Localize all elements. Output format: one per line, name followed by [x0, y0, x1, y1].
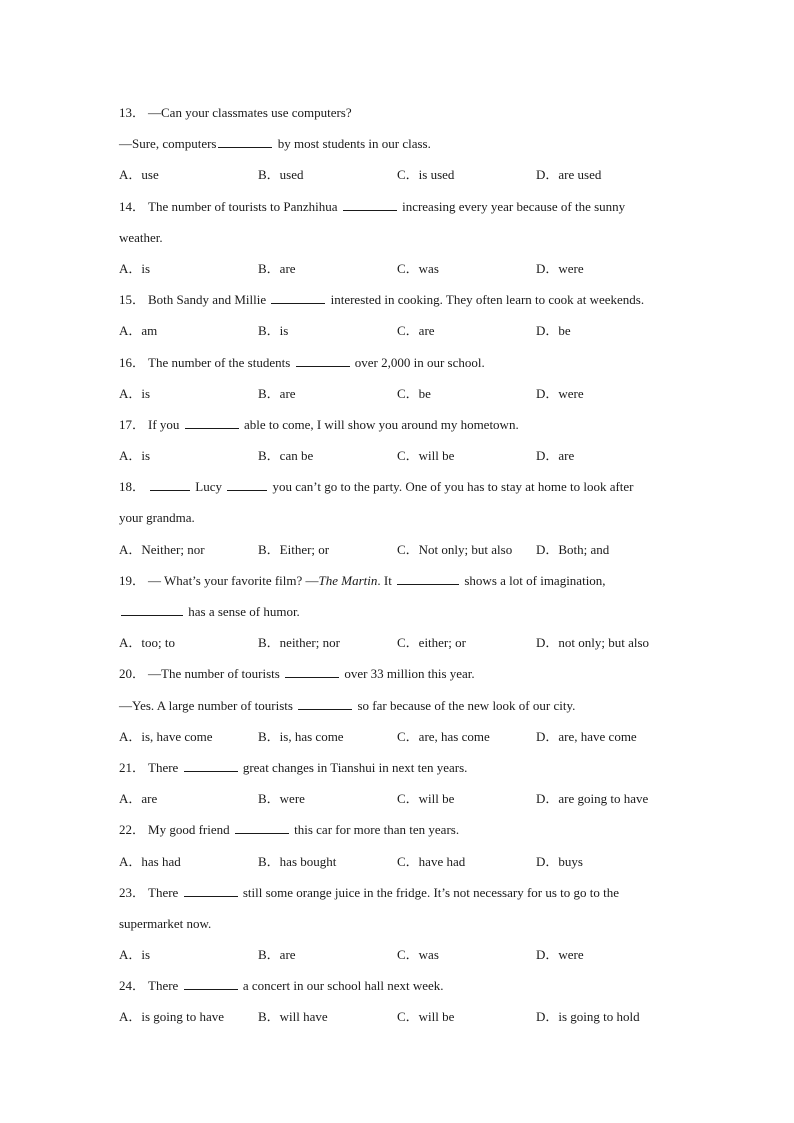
- answer-option-d: D．are used: [536, 167, 602, 183]
- answer-options: [119, 787, 699, 818]
- answer-blank: [285, 662, 339, 678]
- question-stem-line: [119, 881, 699, 912]
- answer-option-a: A．has had: [119, 853, 181, 869]
- stem-text: increasing every year because of the sunny: [398, 198, 626, 214]
- answer-option-b: B．were: [258, 791, 305, 807]
- question-number: 18．: [119, 479, 146, 495]
- stem-text: your grandma.: [119, 510, 195, 526]
- stem-text: you can’t go to the party. One of you has to stay at home to look after: [269, 479, 634, 495]
- stem-text: My good friend: [148, 822, 233, 838]
- answer-option-d: D．were: [536, 260, 584, 276]
- question-stem-line: [119, 974, 699, 1005]
- question-14: [119, 195, 699, 289]
- question-23: [119, 881, 699, 975]
- stem-text: There: [148, 884, 182, 900]
- answer-option-b: B．neither; nor: [258, 635, 340, 651]
- answer-blank: [185, 413, 239, 429]
- answer-blank: [150, 475, 190, 491]
- answer-option-b: B．will have: [258, 1009, 328, 1025]
- question-stem-line: [119, 351, 699, 382]
- answer-option-b: B．are: [258, 947, 296, 963]
- answer-option-c: C．will be: [397, 791, 455, 807]
- question-number: 23．: [119, 884, 146, 900]
- answer-option-c: C．are, has come: [397, 728, 490, 744]
- answer-option-a: A．is, have come: [119, 728, 213, 744]
- answer-option-c: C．is used: [397, 167, 455, 183]
- question-number: 15．: [119, 292, 146, 308]
- question-number: 14．: [119, 198, 146, 214]
- question-stem-line: [119, 694, 699, 725]
- question-18: [119, 475, 699, 569]
- answer-option-c: C．be: [397, 385, 431, 401]
- question-21: [119, 756, 699, 818]
- question-stem-line: [119, 288, 699, 319]
- answer-options: [119, 943, 699, 974]
- answer-blank: [184, 974, 238, 990]
- stem-text: There: [148, 759, 182, 775]
- answer-blank: [121, 600, 183, 616]
- answer-blank: [235, 818, 289, 834]
- question-24: [119, 974, 699, 1036]
- stem-text: still some orange juice in the fridge. It’s not necessary for us to go to the: [239, 884, 620, 900]
- answer-option-a: A．is: [119, 385, 151, 401]
- answer-option-d: D．were: [536, 385, 584, 401]
- answer-option-b: B．are: [258, 260, 296, 276]
- stem-text: Both Sandy and Millie: [148, 292, 270, 308]
- stem-text: —The number of tourists: [148, 666, 284, 682]
- answer-option-a: A．is: [119, 448, 151, 464]
- question-stem-line: [119, 569, 699, 600]
- stem-text: shows a lot of imagination,: [461, 572, 606, 588]
- answer-option-c: C．either; or: [397, 635, 466, 651]
- answer-blank: [218, 132, 272, 148]
- answer-option-c: C．are: [397, 323, 435, 339]
- answer-options: [119, 850, 699, 881]
- answer-option-b: B．is, has come: [258, 728, 344, 744]
- answer-option-d: D．not only; but also: [536, 635, 650, 651]
- answer-option-a: A．too; to: [119, 635, 175, 651]
- stem-text: this car for more than ten years.: [290, 822, 460, 838]
- answer-option-c: C．will be: [397, 448, 455, 464]
- question-stem-line: [119, 226, 699, 257]
- stem-text: The number of the students: [148, 354, 294, 370]
- question-stem-line: [119, 756, 699, 787]
- question-stem-line: [119, 132, 699, 163]
- answer-blank: [184, 881, 238, 897]
- stem-text: so far because of the new look of our city.: [354, 697, 576, 713]
- stem-text: —Can your classmates use computers?: [148, 105, 352, 120]
- question-number: 24．: [119, 978, 146, 994]
- question-16: [119, 351, 699, 413]
- answer-option-a: A．is going to have: [119, 1009, 225, 1025]
- stem-text: interested in cooking. They often learn to cook at weekends.: [327, 292, 645, 308]
- answer-option-a: A．are: [119, 791, 158, 807]
- answer-option-a: A．is: [119, 260, 151, 276]
- answer-blank: [343, 195, 397, 211]
- question-stem-line: [119, 195, 699, 226]
- answer-option-b: B．is: [258, 323, 289, 339]
- stem-text: weather.: [119, 229, 163, 245]
- question-stem-line: [119, 912, 699, 943]
- answer-option-c: C．have had: [397, 853, 466, 869]
- stem-text: Lucy: [192, 479, 226, 495]
- answer-options: [119, 319, 699, 350]
- answer-option-d: D．are: [536, 448, 575, 464]
- question-number: 16．: [119, 354, 146, 370]
- answer-options: [119, 444, 699, 475]
- answer-option-c: C．Not only; but also: [397, 541, 513, 557]
- answer-option-d: D．buys: [536, 853, 583, 869]
- question-stem-line: [119, 475, 699, 506]
- stem-text: The number of tourists to Panzhihua: [148, 198, 341, 214]
- question-19: [119, 569, 699, 663]
- answer-blank: [271, 288, 325, 304]
- answer-option-d: D．are going to have: [536, 791, 649, 807]
- answer-option-d: D．are, have come: [536, 728, 637, 744]
- answer-blank: [184, 756, 238, 772]
- answer-option-d: D．Both; and: [536, 541, 610, 557]
- question-number: 21．: [119, 759, 146, 775]
- stem-text: —Yes. A large number of tourists: [119, 697, 297, 713]
- stem-text: . It: [377, 572, 396, 588]
- question-20: [119, 662, 699, 756]
- stem-text: supermarket now.: [119, 915, 212, 931]
- stem-text: great changes in Tianshui in next ten years.: [239, 759, 468, 775]
- question-stem-line: [119, 413, 699, 444]
- question-number: 20．: [119, 666, 146, 682]
- question-number: 22．: [119, 822, 146, 838]
- stem-text: by most students in our class.: [274, 136, 431, 152]
- answer-option-b: B．used: [258, 167, 304, 183]
- answer-option-c: C．was: [397, 947, 439, 963]
- stem-text: a concert in our school hall next week.: [239, 978, 444, 994]
- answer-blank: [227, 475, 267, 491]
- stem-text: — What’s your favorite film? —: [148, 572, 319, 588]
- answer-options: [119, 163, 699, 194]
- answer-options: [119, 1005, 699, 1036]
- answer-option-b: B．Either; or: [258, 541, 330, 557]
- question-13: [119, 101, 699, 195]
- question-sheet: [119, 101, 699, 1037]
- question-stem-line: [119, 506, 699, 537]
- film-title: The Martin: [318, 572, 378, 588]
- answer-options: [119, 725, 699, 756]
- answer-options: [119, 257, 699, 288]
- question-17: [119, 413, 699, 475]
- stem-text: has a sense of humor.: [185, 604, 300, 619]
- stem-text: If you: [148, 416, 183, 432]
- answer-option-d: D．be: [536, 323, 571, 339]
- answer-option-a: A．is: [119, 947, 151, 963]
- stem-text: over 2,000 in our school.: [351, 354, 485, 370]
- question-stem-line: [119, 818, 699, 849]
- answer-option-b: B．are: [258, 385, 296, 401]
- question-22: [119, 818, 699, 880]
- answer-option-c: C．will be: [397, 1009, 455, 1025]
- answer-blank: [296, 351, 350, 367]
- answer-blank: [298, 694, 352, 710]
- question-number: 13．: [119, 105, 146, 120]
- question-number: 17．: [119, 416, 146, 432]
- question-number: 19．: [119, 572, 146, 588]
- question-stem-line: [119, 600, 699, 631]
- question-stem-line: [119, 662, 699, 693]
- answer-options: [119, 382, 699, 413]
- answer-option-d: D．is going to hold: [536, 1009, 640, 1025]
- question-15: [119, 288, 699, 350]
- answer-option-c: C．was: [397, 260, 439, 276]
- answer-option-a: A．am: [119, 323, 158, 339]
- answer-options: [119, 538, 699, 569]
- answer-blank: [397, 569, 459, 585]
- answer-option-a: A．Neither; nor: [119, 541, 205, 557]
- answer-option-b: B．can be: [258, 448, 314, 464]
- answer-option-b: B．has bought: [258, 853, 337, 869]
- stem-text: There: [148, 978, 182, 994]
- question-stem-line: [119, 101, 699, 132]
- answer-option-d: D．were: [536, 947, 584, 963]
- answer-option-a: A．use: [119, 167, 159, 183]
- stem-text: able to come, I will show you around my hometown.: [240, 416, 519, 432]
- stem-text: over 33 million this year.: [341, 666, 475, 682]
- stem-text: —Sure, computers: [119, 136, 217, 152]
- answer-options: [119, 631, 699, 662]
